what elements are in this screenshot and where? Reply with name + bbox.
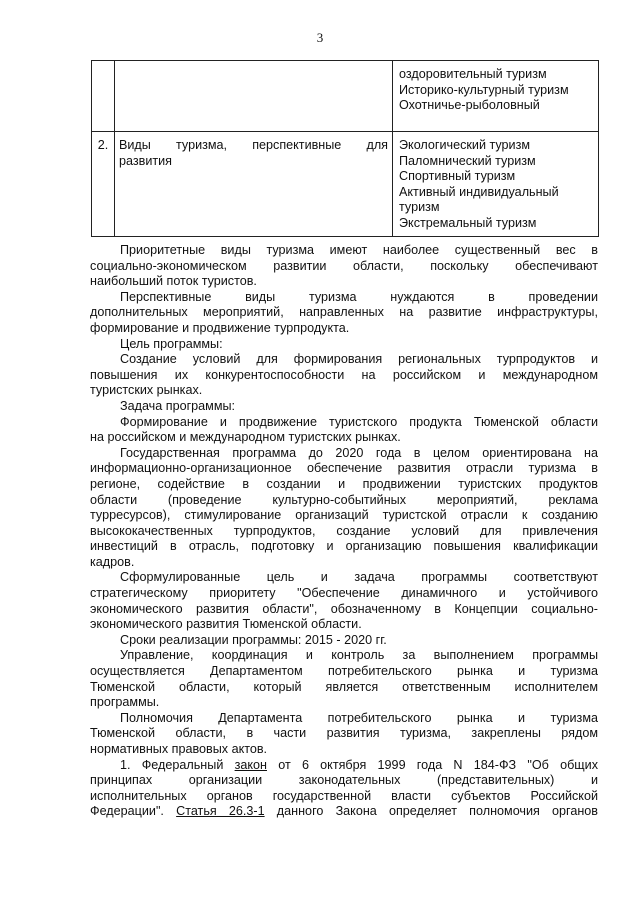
row-number-cell	[92, 61, 115, 132]
tourism-type-item: Историко-культурный туризм	[399, 82, 569, 97]
paragraph-line: социально-экономическом развитии области, поскольку обеспечивают	[90, 258, 598, 273]
paragraph-line: принципах организации законодательных (представительных) и	[90, 773, 598, 788]
paragraph-line: исполнительных органов государственной власти субъектов Российской	[90, 788, 598, 803]
row-name-line: Виды туризма, перспективные для	[119, 138, 388, 152]
paragraph-line: высококачественных турпродуктов, создание условий для привлечения	[90, 523, 598, 538]
law-intro-text: 1. Федеральный	[120, 757, 224, 772]
row-number-cell: 2.	[92, 132, 115, 237]
paragraph-line: программы.	[90, 695, 160, 710]
paragraph-line: повышения их конкурентоспособности на российском и международном	[90, 367, 598, 382]
paragraph-line: нормативных правовых актов.	[90, 742, 268, 756]
section-label: Задача программы:	[120, 398, 236, 413]
table-row	[92, 132, 599, 237]
paragraph-line	[90, 758, 598, 774]
paragraph-line: формирование и продвижение турпродукта.	[90, 320, 350, 335]
paragraph-line: осуществляется Департаментом потребительского рынка и туризма	[90, 664, 598, 679]
paragraph-line: Сформулированные цель и задача программы соответствуют	[120, 570, 598, 585]
paragraph-line: экономического развития области", обозначенному в Концепции социально-	[90, 601, 598, 616]
paragraph-line: кадров.	[90, 554, 135, 569]
tourism-types-table	[91, 60, 599, 237]
paragraph-line	[90, 804, 598, 820]
paragraph-line: стратегическому приоритету "Обеспечение динамичного и устойчивого	[90, 586, 598, 601]
tourism-type-item: оздоровительный туризм	[399, 67, 547, 81]
tourism-types-cell	[393, 61, 599, 132]
paragraph-line: Государственная программа до 2020 года в целом ориентирована на	[120, 445, 598, 460]
article-link[interactable]: Статья 26.3-1	[176, 804, 265, 819]
law-title-end-text: Федерации".	[90, 804, 164, 819]
paragraph-line: регионе, содействие в создании и продвижении туристских продуктов	[90, 476, 598, 491]
document-body	[90, 243, 598, 820]
table-row	[92, 61, 599, 132]
paragraph-line: Полномочия Департамента потребительского рынка и туризма	[120, 710, 598, 725]
page-number: 3	[316, 30, 324, 45]
paragraph-line: Приоритетные виды туризма имеют наиболее существенный вес в	[120, 243, 598, 257]
tourism-type-item: Охотничье-рыболовный	[399, 98, 540, 113]
tourism-type-item: Экологический туризм	[399, 138, 531, 152]
tourism-type-item: Активный индивидуальный	[399, 184, 559, 199]
tourism-types-cell	[393, 132, 599, 237]
section-label: Цель программы:	[120, 336, 223, 351]
paragraph-line: информационно-организационное обеспечение развития отрасли туризма в	[90, 461, 598, 476]
paragraph-line: Формирование и продвижение туристского продукта Тюменской области	[120, 414, 598, 429]
paragraph-line: дополнительных мероприятий, направленных на развитие инфраструктуры,	[90, 305, 598, 320]
paragraph-line: Перспективные виды туризма нуждаются в проведении	[120, 289, 598, 304]
paragraph-line: Тюменской области, который является ответственным исполнителем	[90, 679, 598, 694]
paragraph-line: Сроки реализации программы: 2015 - 2020 гг.	[120, 632, 387, 647]
law-link[interactable]: закон	[234, 757, 267, 772]
paragraph-line: области (проведение культурно-событийных мероприятий, реклама	[90, 492, 598, 507]
tourism-type-item: Спортивный туризм	[399, 169, 516, 184]
row-name-line: развития	[119, 153, 172, 168]
row-name-cell	[115, 61, 393, 132]
paragraph-line: Тюменской области, в части развития туризма, закреплены рядом	[90, 726, 598, 741]
paragraph-line: экономического развития Тюменской области.	[90, 617, 362, 632]
tourism-type-item: Экстремальный туризм	[399, 215, 537, 230]
paragraph-line: наибольший поток туристов.	[90, 274, 257, 289]
tourism-type-item: Паломнический туризм	[399, 153, 536, 168]
paragraph-line: туристских рынках.	[90, 383, 203, 398]
paragraph-line: на российском и международном туристских рынках.	[90, 430, 401, 445]
paragraph-line: Создание условий для формирования региональных турпродуктов и	[120, 352, 598, 367]
paragraph-line: инвестиций в отрасль, подготовку и организацию повышения квалификации	[90, 539, 598, 554]
article-description-text: данного Закона определяет полномочия органов	[276, 804, 598, 819]
tourism-type-item: туризм	[399, 200, 440, 215]
law-title-text: от 6 октября 1999 года N 184-ФЗ "Об общих	[278, 757, 598, 772]
paragraph-line: турресурсов), стимулирование организаций туристской отрасли к созданию	[90, 508, 598, 523]
paragraph-line: Управление, координация и контроль за выполнением программы	[120, 648, 598, 663]
row-name-cell	[115, 132, 393, 237]
